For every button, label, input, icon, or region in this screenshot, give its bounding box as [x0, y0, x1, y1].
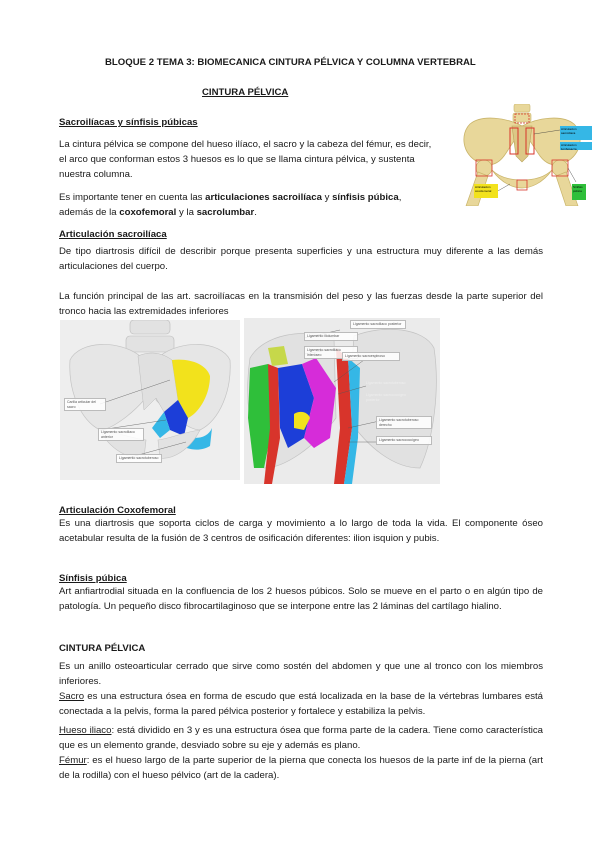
heading-sinfisis-pubica: Sínfisis púbica: [59, 573, 127, 584]
heading-cintura-pelvica: CINTURA PÉLVICA: [59, 643, 146, 654]
figure-sacro-posterior: [244, 318, 440, 484]
pelvis-illustration: [452, 104, 592, 206]
term-sacro: Sacro: [59, 691, 85, 702]
paragraph-sacro: [59, 689, 543, 719]
text-span: y la: [176, 207, 197, 219]
paragraph-sacroiliaca-tipo: De tipo diartrosis difícil de describir porque presenta superficies y una estructura muy diferente a las demás articulaciones del cuerpo.: [59, 246, 543, 273]
term-sinfisis: sínfisis púbica: [332, 192, 399, 203]
section-title-cintura-pelvica: CINTURA PÉLVICA: [202, 87, 289, 98]
sacro-definition: es una estructura ósea en forma de escudo que está localizada en la base de la vértebras lumbares está conectada a la pelvis, forma la pared pélvica posterior y fortalece y estabiliza la pelvis.: [59, 691, 543, 718]
caption-carilla-articular: Carilla articular del sacro: [64, 398, 106, 411]
caption-lig-sacrococcigeo-post: Ligamento sacrococcígeo posterior: [366, 393, 406, 402]
caption-lig-sacrotuberoso: Ligamento sacrotuberoso: [116, 454, 162, 463]
caption-lig-iliolumbar: Ligamento iliolumbar: [304, 332, 358, 341]
caption-lig-interoseo: Ligamento sacroiliaco interóseo: [304, 346, 358, 359]
document-title: BLOQUE 2 TEMA 3: BIOMECANICA CINTURA PÉLVICA Y COLUMNA VERTEBRAL: [105, 57, 476, 68]
label-lumbosacra: Articulación lumbosacra: [560, 142, 592, 150]
text-span: , además de la: [59, 192, 402, 219]
paragraph-sacroiliaca-funcion: La función principal de las art. sacroilíacas en la transmisión del peso y las fuerzas desde la parte superior del tronco hacia las extremidades inferiores: [59, 291, 543, 318]
caption-lig-sacroiliaco-posterior: Ligamento sacroiliaco posterior: [350, 320, 406, 329]
paragraph-articulaciones: [59, 190, 437, 220]
label-coxofemoral: Articulación coxofemoral: [474, 184, 498, 198]
term-coxofemoral: coxofemoral: [119, 207, 177, 219]
text-span: Es importante tener en cuenta las: [59, 192, 206, 203]
term-femur: Fémur: [59, 755, 87, 766]
paragraph-femur: [59, 753, 543, 783]
text-span: y: [321, 192, 333, 203]
heading-art-coxofemoral: Articulación Coxofemoral: [59, 505, 176, 516]
figure-pelvis-articulaciones: [452, 104, 592, 206]
paragraph-cintura-intro: La cintura pélvica se compone del hueso ilíaco, el sacro y la cabeza del fémur, es decir, el arco que conforman estos 3 huesos es lo que se llama cintura pélvica, y sustenta nuestra columna.: [59, 139, 432, 181]
paragraph-coxofemoral: Es una diartrosis que soporta ciclos de carga y movimiento a lo largo de toda la vida. El componente óseo acetabular resulta de la fusión de 3 centros de osificación diferentes: ilion isquion y pubis.: [59, 518, 543, 545]
femur-definition: : es el hueso largo de la parte superior de la pierna que conecta los huesos de la parte inf de la pierna (art de la rodilla) con el hueso pélvico (art de la cadera).: [59, 755, 543, 782]
heading-art-sacroiliaca: Articulación sacroilíaca: [59, 229, 167, 240]
caption-lig-sacrotuberoso-der: Ligamento sacrotuberoso derecho: [376, 416, 432, 429]
paragraph-hueso-iliaco: [59, 723, 543, 753]
term-sacrolumbar: sacrolumbar: [196, 207, 255, 219]
caption-lig-sacroiliaco-anterior: Ligamento sacroiliaco anterior: [98, 428, 144, 441]
heading-sacroiliacas: Sacroilíacas y sínfisis púbicas: [59, 117, 198, 128]
hueso-iliaco-definition: : está dividido en 3 y es una estructura ósea que forma parte de la cadera. Tiene como característica que es un elemento grande, desviado sobre su eje y además es plano.: [59, 725, 543, 752]
figure-sacro-anterior: [60, 320, 240, 480]
term-sacroiliaca: articulaciones sacroilíaca: [205, 192, 322, 203]
label-sinfisis: Sínfisis púbica: [572, 184, 586, 200]
label-sacroiliaca: Articulación sacroilíaca: [560, 126, 592, 140]
paragraph-cintura-anillo: Es un anillo osteoarticular cerrado que sirve como sostén del abdomen y que une al tronco con los miembros inferiores.: [59, 661, 543, 688]
paragraph-sinfisis: Art anfiartrodial situada en la confluencia de los 2 huesos púbicos. Solo se mueve en el parto o en algún tipo de patología. Un pequeño disco fibrocartilaginoso que se interpone entre las 2 láminas del cartílago hialino.: [59, 586, 543, 613]
caption-lig-sacrotuberoso-post: Ligamento sacrotuberoso: [366, 381, 406, 385]
term-hueso-iliaco: Hueso iliaco: [59, 725, 112, 736]
text-span: .: [254, 207, 257, 219]
caption-lig-sacrococcigeo: Ligamento sacrococcígeo: [376, 436, 432, 445]
caption-lig-sacroespinoso: Ligamento sacroespinoso: [342, 352, 400, 361]
